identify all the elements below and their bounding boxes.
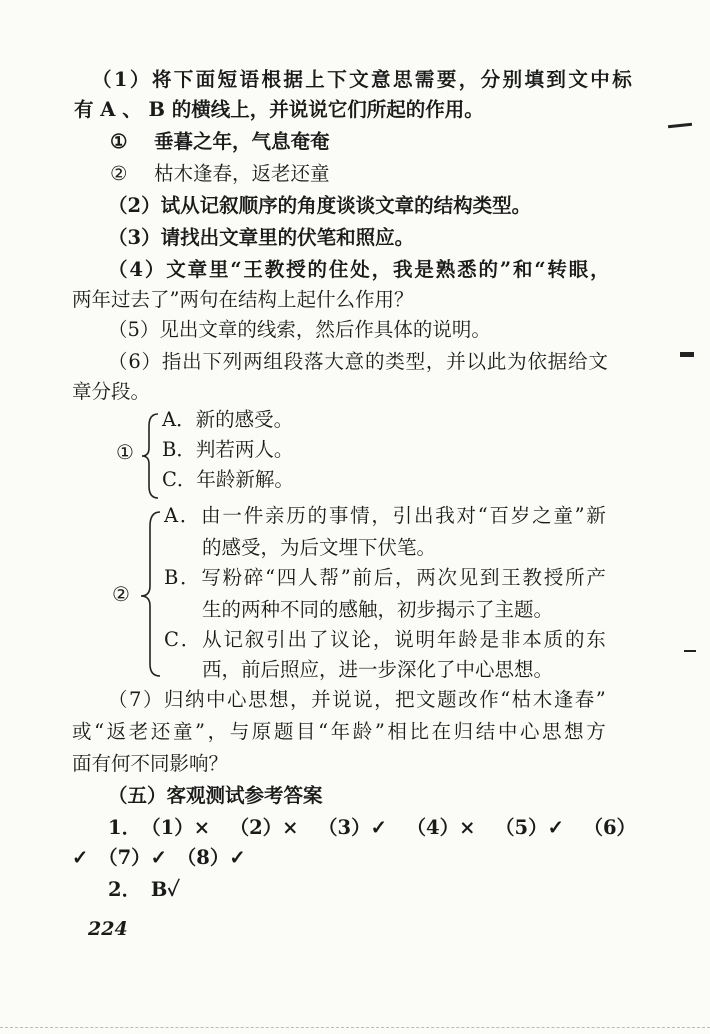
question-1-line-2: 有 A 、 B 的横线上，并说说它们所起的作用。 <box>74 98 484 121</box>
question-6-line-2: 章分段。 <box>72 380 151 403</box>
group-2-item-a-line-1: A ． 由 一 件 亲 历 的 事 情 ， 引 出 我 对 “ 百 岁 之 童 ” 新 <box>164 504 606 527</box>
section-title: （五）客观测试参考答案 <box>108 784 323 807</box>
scan-mark-3 <box>684 650 696 652</box>
scan-mark-2 <box>680 352 694 357</box>
group-2-item-b-line-2: 生的两种不同的感触，初步揭示了主题。 <box>202 598 554 621</box>
group-2-item-c-line-1: C ． 从 记 叙 引 出 了 议 论 ， 说 明 年 龄 是 非 本 质 的 东 <box>164 628 606 651</box>
question-6-line-1: （ 6 ） 指 出 下 列 两 组 段 落 大 意 的 类 型 ， 并 以 此 为 依 据 给 文 <box>108 350 608 373</box>
group-2-item-c-line-2: 西，前后照应，进一步深化了中心思想。 <box>202 658 554 681</box>
answer-1-line-2: ✓ （7）✓ （8）✓ <box>72 846 246 869</box>
option-1-number: ① <box>110 130 128 153</box>
option-1-text: 垂暮之年，气息奄奄 <box>154 130 330 153</box>
scan-mark-1 <box>668 123 692 128</box>
group-1-item-a: A．新的感受。 <box>162 408 294 431</box>
question-4-line-2: 两年过去了”两句在结构上起什么作用？ <box>72 288 414 311</box>
group-2-item-a-line-2: 的感受，为后文埋下伏笔。 <box>202 536 437 559</box>
answer-1-line-1: 1 ． （ 1 ） × （ 2 ） × （ 3 ） ✓ （ 4 ） × （ 5 ） ✓ （ 6 ） <box>108 816 637 839</box>
option-2-text: 枯木逢春，返老还童 <box>154 162 330 185</box>
question-5: （5）见出文章的线索，然后作具体的说明。 <box>108 318 491 341</box>
group-1-number: ① <box>116 440 134 464</box>
group-1-brace <box>140 410 162 502</box>
question-7-line-3: 面有何不同影响？ <box>72 752 229 775</box>
answer-2: 2． B✓ <box>108 878 180 901</box>
question-3: （3）请找出文章里的伏笔和照应。 <box>108 226 415 249</box>
page-number: 224 <box>88 918 128 940</box>
question-4-line-1: （ 4 ） 文 章 里 “ 王 教 授 的 住 处 ， 我 是 熟 悉 的 ” 和 “ 转 眼 ， <box>108 258 610 281</box>
group-2-number: ② <box>112 582 130 606</box>
option-2-number: ② <box>110 162 128 185</box>
group-2-item-b-line-1: B ． 写 粉 碎 “ 四 人 帮 ” 前 后 ， 两 次 见 到 王 教 授 所 产 <box>164 566 606 589</box>
scan-edge-line <box>0 1027 710 1028</box>
question-1-line-1: （ 1 ） 将 下 面 短 语 根 据 上 下 文 意 思 需 要 ， 分 别 填 到 文 中 标 <box>92 68 632 91</box>
group-1-item-c: C．年龄新解。 <box>162 468 294 491</box>
group-2-brace <box>138 508 164 680</box>
question-2: （2）试从记叙顺序的角度谈谈文章的结构类型。 <box>108 194 532 217</box>
question-7-line-2: 或 “ 返 老 还 童 ” ， 与 原 题 目 “ 年 龄 ” 相 比 在 归 结 中 心 思 想 方 <box>72 720 606 743</box>
group-1-item-b: B．判若两人。 <box>162 438 294 461</box>
question-7-line-1: （ 7 ） 归 纳 中 心 思 想 ， 并 说 说 ， 把 文 题 改 作 “ 枯 木 逢 春 ” <box>108 688 606 711</box>
